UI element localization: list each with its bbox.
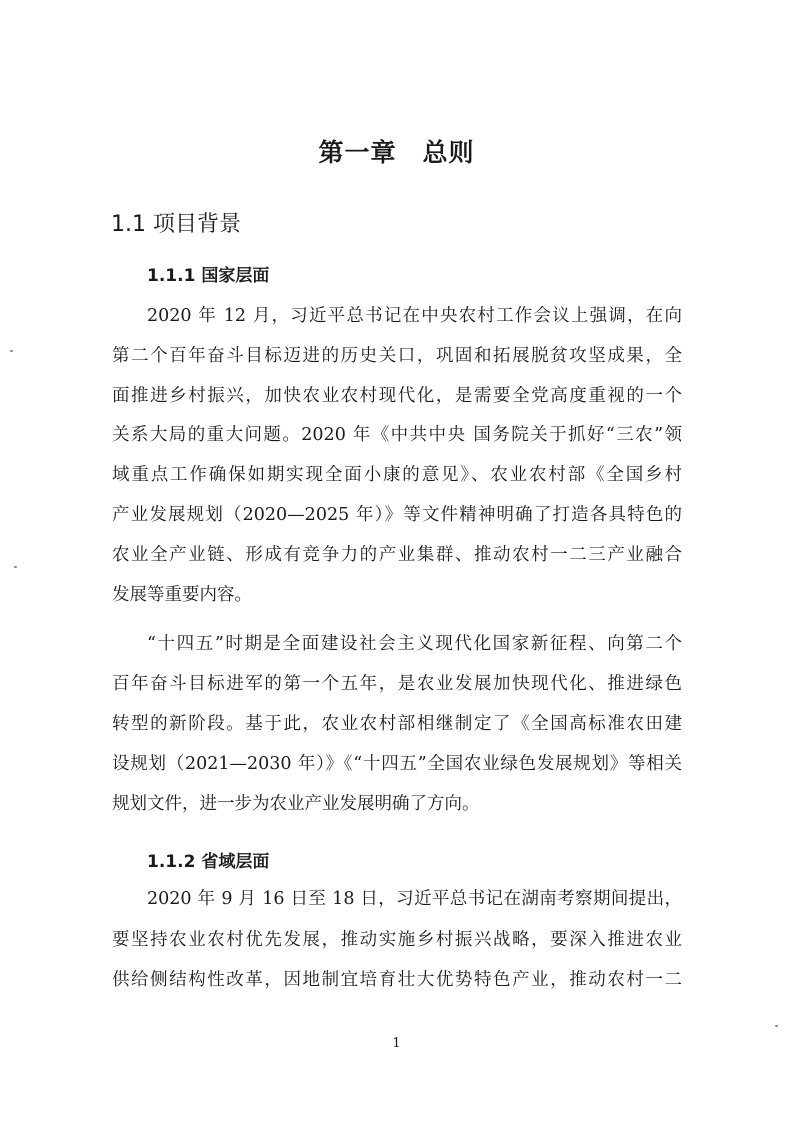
chapter-title: 第一章 总则 bbox=[318, 138, 475, 167]
paragraph-line: 要坚持农业农村优先发展，推动实施乡村振兴战略，要深入推进农业 bbox=[112, 930, 682, 950]
paragraph-line: 发展等重要内容。 bbox=[112, 585, 252, 605]
subsection-title-provincial: 1.1.2 省域层面 bbox=[147, 852, 270, 872]
section-title: 1.1 项目背景 bbox=[111, 212, 241, 237]
paragraph-line: 关系大局的重大问题。2020 年《中共中央 国务院关于抓好“三农”领 bbox=[112, 425, 682, 445]
paragraph-line: 第二个百年奋斗目标迈进的历史关口，巩固和拓展脱贫攻坚成果，全 bbox=[112, 346, 682, 366]
paragraph-line: 规划文件，进一步为农业产业发展明确了方向。 bbox=[112, 794, 480, 814]
paragraph-line: 供给侧结构性改革，因地制宜培育壮大优势特色产业，推动农村一二 bbox=[112, 970, 682, 990]
paragraph-line: 产业发展规划（2020—2025 年）》等文件精神明确了打造各具特色的 bbox=[112, 505, 682, 525]
scan-speck bbox=[775, 1025, 778, 1027]
subsection-title-national: 1.1.1 国家层面 bbox=[147, 266, 270, 286]
paragraph-line: 设规划（2021—2030 年）》《“十四五”全国农业绿色发展规划》等相关 bbox=[112, 754, 682, 774]
paragraph-line: 域重点工作确保如期实现全面小康的意见》、农业农村部《全国乡村 bbox=[112, 465, 682, 485]
paragraph-line: 2020 年 9 月 16 日至 18 日，习近平总书记在湖南考察期间提出， bbox=[147, 889, 682, 909]
scan-speck bbox=[14, 566, 17, 568]
paragraph-line: 面推进乡村振兴，加快农业农村现代化，是需要全党高度重视的一个 bbox=[112, 386, 682, 406]
paragraph-line: “十四五”时期是全面建设社会主义现代化国家新征程、向第二个 bbox=[147, 634, 682, 654]
scan-speck bbox=[10, 350, 13, 352]
paragraph-line: 转型的新阶段。基于此，农业农村部相继制定了《全国高标准农田建 bbox=[112, 714, 682, 734]
page-number: 1 bbox=[392, 1036, 401, 1051]
paragraph-line: 百年奋斗目标进军的第一个五年，是农业发展加快现代化、推进绿色 bbox=[112, 674, 682, 694]
paragraph-line: 农业全产业链、形成有竞争力的产业集群、推动农村一二三产业融合 bbox=[112, 545, 682, 565]
paragraph-line: 2020 年 12 月，习近平总书记在中央农村工作会议上强调，在向 bbox=[147, 306, 682, 326]
